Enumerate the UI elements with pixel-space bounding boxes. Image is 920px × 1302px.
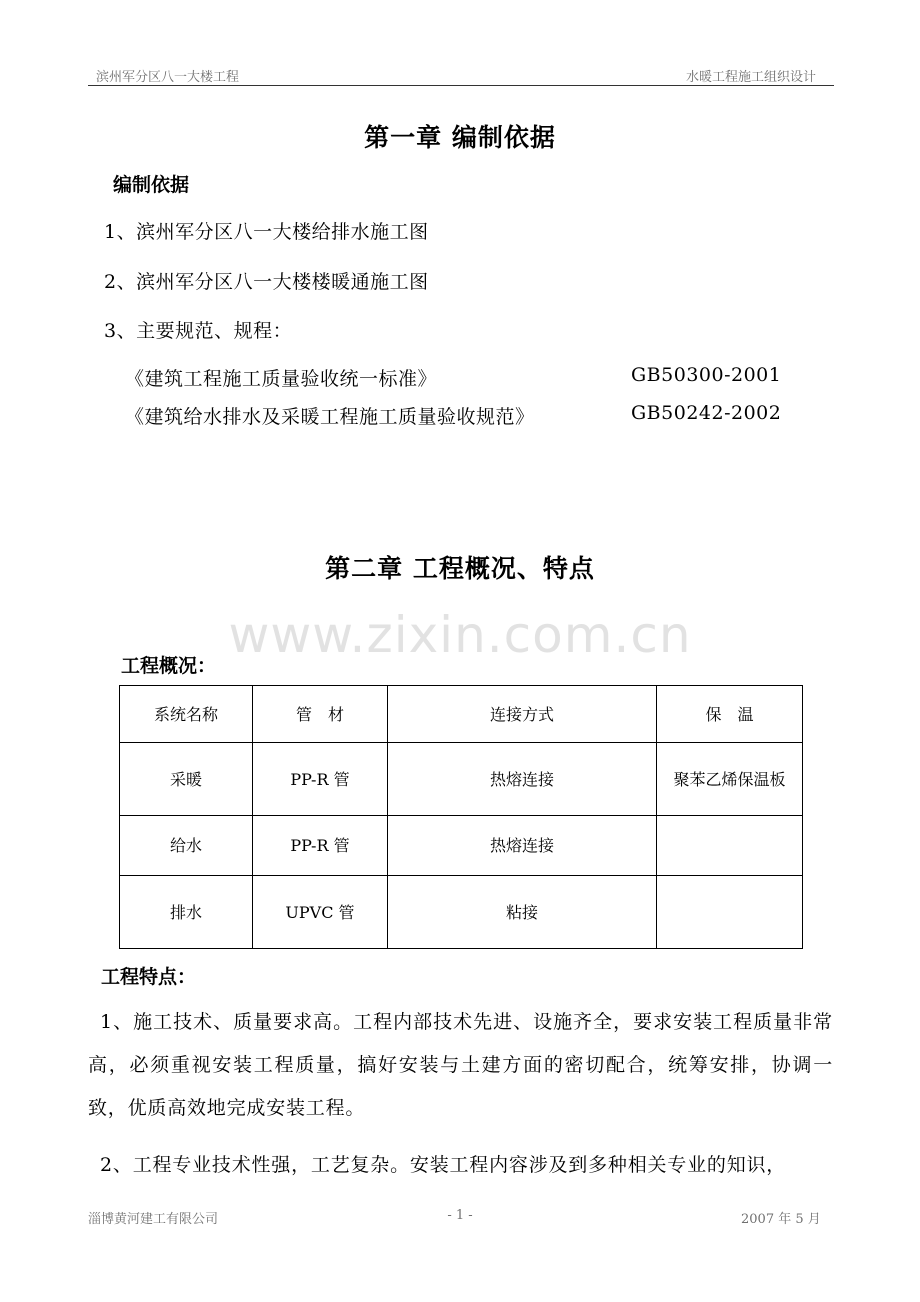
basis-item-3: 3、主要规范、规程： [104, 320, 293, 342]
standard-name-1: 《建筑工程施工质量验收统一标准》 [125, 368, 438, 390]
chapter2-title: 第二章 工程概况、特点 [325, 554, 595, 583]
standard-code-1: GB50300-2001 [631, 364, 782, 386]
table-cell [657, 816, 803, 876]
chapter1-title: 第一章 编制依据 [364, 123, 556, 152]
footer-left: 淄博黄河建工有限公司 [88, 1212, 219, 1227]
basis-item-1: 1、滨州军分区八一大楼给排水施工图 [104, 221, 429, 243]
table-cell: 热熔连接 [388, 743, 657, 816]
section-heading-basis: 编制依据 [113, 174, 190, 196]
standard-code-2: GB50242-2002 [631, 402, 782, 424]
table-header-cell: 系统名称 [120, 686, 253, 743]
table-cell: PP-R 管 [253, 743, 388, 816]
basis-item-2: 2、滨州军分区八一大楼楼暖通施工图 [104, 271, 429, 293]
header-right: 水暖工程施工组织设计 [686, 70, 817, 85]
features-heading: 工程特点： [101, 966, 197, 988]
table-cell: 排水 [120, 876, 253, 949]
watermark: www.zixin.com.cn [228, 606, 692, 664]
table-header-cell: 保 温 [657, 686, 803, 743]
table-cell: PP-R 管 [253, 816, 388, 876]
table-cell: 采暖 [120, 743, 253, 816]
footer-right: 2007 年 5 月 [741, 1212, 821, 1227]
header-rule [88, 85, 834, 86]
table-cell: 聚苯乙烯保温板 [657, 743, 803, 816]
feature-paragraph-1: 1、施工技术、质量要求高。工程内部技术先进、设施齐全，要求安装工程质量非常高，必须重视安装工程质量，搞好安装与土建方面的密切配合，统筹安排，协调一致，优质高效地完成安装工程。 [88, 1011, 833, 1119]
table-row [120, 816, 803, 876]
table-row [120, 876, 803, 949]
header-left: 滨州军分区八一大楼工程 [96, 70, 240, 85]
table-cell: 热熔连接 [388, 816, 657, 876]
table-header-row [120, 686, 803, 743]
overview-heading: 工程概况： [121, 655, 217, 677]
table-row [120, 743, 803, 816]
systems-table [119, 685, 803, 949]
table-cell: UPVC 管 [253, 876, 388, 949]
feature-paragraph-2: 2、工程专业技术性强，工艺复杂。安装工程内容涉及到多种相关专业的知识， [100, 1154, 787, 1176]
page-number: - 1 - [447, 1208, 473, 1223]
table-cell [657, 876, 803, 949]
table-header-cell: 连接方式 [388, 686, 657, 743]
table-cell: 粘接 [388, 876, 657, 949]
table-cell: 给水 [120, 816, 253, 876]
standard-name-2: 《建筑给水排水及采暖工程施工质量验收规范》 [125, 406, 535, 428]
table-header-cell: 管 材 [253, 686, 388, 743]
